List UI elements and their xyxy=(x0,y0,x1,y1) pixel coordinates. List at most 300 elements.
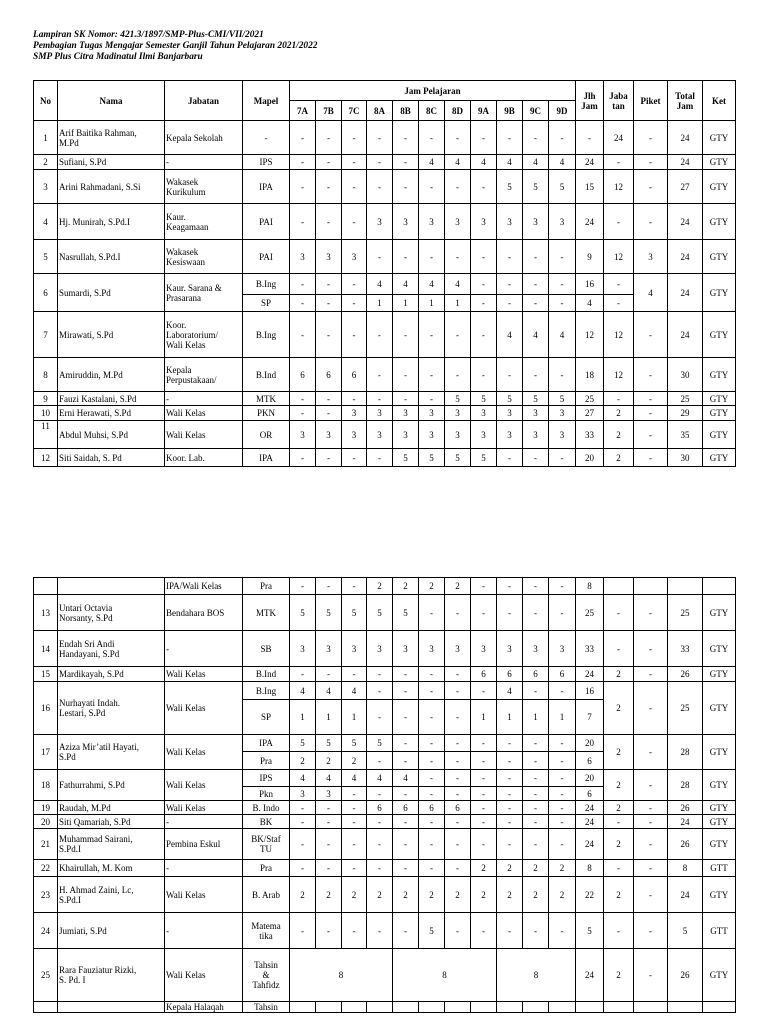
hours-9d: - xyxy=(549,358,576,392)
total-teaching-hours xyxy=(576,1002,604,1013)
teacher-no: 4 xyxy=(34,204,58,240)
hours-7b: - xyxy=(316,204,342,240)
hours-8c: 5 xyxy=(419,449,445,467)
total-teaching-hours: 27 xyxy=(576,406,604,421)
hours-9a: - xyxy=(471,770,497,787)
hours-8c: 5 xyxy=(419,913,445,949)
hours-7c: 5 xyxy=(342,595,367,631)
subject: PAI xyxy=(243,240,290,274)
hours-9d: - xyxy=(549,595,576,631)
hours-9d: - xyxy=(549,829,576,860)
teaching-assignment-table-1 xyxy=(33,80,736,467)
teacher-name: Siti Saidah, S. Pd xyxy=(58,449,165,467)
hours-7c: - xyxy=(342,667,367,682)
hours-8d: - xyxy=(445,358,471,392)
teacher-position: Wakasek Kurikulum xyxy=(165,170,243,204)
col-header-class-7c: 7C xyxy=(342,101,367,121)
hours-8a: - xyxy=(367,170,393,204)
hours-7a: - xyxy=(290,815,316,829)
hours-8b: 4 xyxy=(393,770,419,787)
hours-9c: 3 xyxy=(523,406,549,421)
hours-7b: 4 xyxy=(316,682,342,700)
grouped-hours: 8 xyxy=(497,949,576,1002)
total-hours: 24 xyxy=(668,204,703,240)
position-hours: - xyxy=(604,631,634,667)
subject: PKN xyxy=(243,406,290,421)
employment-status: GTY xyxy=(703,170,736,204)
teacher-name: Arif Baitika Rahman, M.Pd xyxy=(58,121,165,155)
grouped-hours: 8 xyxy=(290,949,393,1002)
hours-8c: - xyxy=(419,358,445,392)
hours-9b: 3 xyxy=(497,421,523,449)
hours-7c: 3 xyxy=(342,421,367,449)
col-header-class-7a: 7A xyxy=(290,101,316,121)
duty-hours: 4 xyxy=(634,274,668,312)
teacher-name: Siti Qamariah, S.Pd xyxy=(58,815,165,829)
total-hours: 24 xyxy=(668,877,703,913)
position-hours: - xyxy=(604,274,634,295)
duty-hours: - xyxy=(634,829,668,860)
hours-8a: - xyxy=(367,787,393,801)
total-teaching-hours: 9 xyxy=(576,240,604,274)
hours-7c: - xyxy=(342,312,367,358)
hours-8a: 3 xyxy=(367,421,393,449)
hours-9c: - xyxy=(523,449,549,467)
hours-9a: 3 xyxy=(471,204,497,240)
hours-9c: - xyxy=(523,735,549,752)
duty-hours: - xyxy=(634,877,668,913)
col-header-class-7b: 7B xyxy=(316,101,342,121)
hours-9c: - xyxy=(523,578,549,595)
hours-8d: - xyxy=(445,312,471,358)
teacher-position: Kaur. Keagamaan xyxy=(165,204,243,240)
hours-9b: 4 xyxy=(497,312,523,358)
teacher-position: Kepala Halaqah xyxy=(165,1002,243,1013)
total-hours: 28 xyxy=(668,770,703,801)
hours-8c: 3 xyxy=(419,631,445,667)
hours-8b: - xyxy=(393,240,419,274)
hours-8b: - xyxy=(393,860,419,877)
hours-7b: 4 xyxy=(316,770,342,787)
hours-9a: - xyxy=(471,274,497,295)
hours-9d xyxy=(549,1002,576,1013)
duty-hours: - xyxy=(634,421,668,449)
subject: SP xyxy=(243,295,290,312)
hours-8b: - xyxy=(393,829,419,860)
teacher-position: Wali Kelas xyxy=(165,406,243,421)
subject: MTK xyxy=(243,392,290,406)
hours-7a: - xyxy=(290,392,316,406)
teacher-no: 1 xyxy=(34,121,58,155)
total-teaching-hours: 22 xyxy=(576,877,604,913)
table-row xyxy=(34,121,736,155)
hours-8a: 3 xyxy=(367,204,393,240)
hours-9b: - xyxy=(497,801,523,815)
total-hours xyxy=(668,1002,703,1013)
total-teaching-hours: 24 xyxy=(576,829,604,860)
hours-8c: - xyxy=(419,735,445,752)
hours-9d: 4 xyxy=(549,155,576,170)
employment-status: GTY xyxy=(703,801,736,815)
hours-8c: 6 xyxy=(419,801,445,815)
total-hours: 28 xyxy=(668,735,703,770)
hours-8d: 5 xyxy=(445,449,471,467)
hours-8d: - xyxy=(445,700,471,735)
hours-7c: 3 xyxy=(342,240,367,274)
col-header-class-9d: 9D xyxy=(549,101,576,121)
hours-7a: - xyxy=(290,204,316,240)
hours-8d: 3 xyxy=(445,421,471,449)
total-hours: 26 xyxy=(668,667,703,682)
teacher-no: 21 xyxy=(34,829,58,860)
table-row xyxy=(34,1002,736,1013)
hours-9c: - xyxy=(523,682,549,700)
duty-hours: - xyxy=(634,170,668,204)
duty-hours: - xyxy=(634,860,668,877)
hours-9b: - xyxy=(497,449,523,467)
hours-8d: - xyxy=(445,595,471,631)
hours-7b: 3 xyxy=(316,631,342,667)
hours-9b: 6 xyxy=(497,667,523,682)
hours-8d: 3 xyxy=(445,204,471,240)
hours-8c: - xyxy=(419,312,445,358)
total-hours: 26 xyxy=(668,829,703,860)
hours-8d: - xyxy=(445,170,471,204)
hours-9d: - xyxy=(549,735,576,752)
hours-7a: - xyxy=(290,829,316,860)
teacher-position: Kaur. Sarana & Prasarana xyxy=(165,274,243,312)
hours-8b: 3 xyxy=(393,421,419,449)
subject: B.Ind xyxy=(243,358,290,392)
total-teaching-hours: 33 xyxy=(576,421,604,449)
hours-8b: - xyxy=(393,170,419,204)
hours-9b: 4 xyxy=(497,155,523,170)
teacher-position: - xyxy=(165,392,243,406)
employment-status: GTY xyxy=(703,392,736,406)
hours-8d: - xyxy=(445,682,471,700)
total-hours: 8 xyxy=(668,860,703,877)
hours-7c: 2 xyxy=(342,877,367,913)
teacher-name: Untari Octavia Norsanty, S.Pd xyxy=(58,595,165,631)
position-hours: 2 xyxy=(604,949,634,1002)
total-teaching-hours: 24 xyxy=(576,667,604,682)
hours-7a: - xyxy=(290,295,316,312)
hours-9a: 2 xyxy=(471,860,497,877)
hours-9d: - xyxy=(549,815,576,829)
hours-7a: - xyxy=(290,860,316,877)
hours-8b: - xyxy=(393,121,419,155)
teacher-no: 11 xyxy=(34,421,58,449)
hours-8c: - xyxy=(419,860,445,877)
teacher-no: 14 xyxy=(34,631,58,667)
hours-7a xyxy=(290,1002,316,1013)
hours-9a: - xyxy=(471,682,497,700)
subject: SB xyxy=(243,631,290,667)
teacher-position: Kepala Perpustakaan/ xyxy=(165,358,243,392)
hours-8c: 4 xyxy=(419,274,445,295)
hours-8a: 4 xyxy=(367,274,393,295)
teacher-position: - xyxy=(165,913,243,949)
hours-9d: - xyxy=(549,295,576,312)
hours-8d: 3 xyxy=(445,631,471,667)
hours-7a: - xyxy=(290,449,316,467)
hours-8a: - xyxy=(367,860,393,877)
subject: OR xyxy=(243,421,290,449)
table-row xyxy=(34,578,736,595)
hours-9a: - xyxy=(471,295,497,312)
hours-7a: 5 xyxy=(290,595,316,631)
total-teaching-hours: 15 xyxy=(576,170,604,204)
hours-9c: - xyxy=(523,121,549,155)
total-teaching-hours: 4 xyxy=(576,295,604,312)
duty-hours: - xyxy=(634,312,668,358)
hours-9a: - xyxy=(471,815,497,829)
grouped-hours: 8 xyxy=(393,949,497,1002)
hours-7b: - xyxy=(316,295,342,312)
employment-status: GTY xyxy=(703,877,736,913)
hours-7b: - xyxy=(316,449,342,467)
hours-7b xyxy=(316,1002,342,1013)
total-teaching-hours: 33 xyxy=(576,631,604,667)
position-hours: 2 xyxy=(604,877,634,913)
hours-9d: 4 xyxy=(549,312,576,358)
hours-7b: - xyxy=(316,860,342,877)
teacher-position: Wali Kelas xyxy=(165,421,243,449)
hours-8b: - xyxy=(393,700,419,735)
hours-8c xyxy=(419,1002,445,1013)
hours-7c: - xyxy=(342,578,367,595)
total-teaching-hours: 20 xyxy=(576,735,604,752)
position-hours: 2 xyxy=(604,406,634,421)
table-row xyxy=(34,358,736,392)
hours-8a: 3 xyxy=(367,406,393,421)
hours-9c: - xyxy=(523,358,549,392)
hours-9c: 6 xyxy=(523,667,549,682)
hours-7a: - xyxy=(290,155,316,170)
hours-9d: - xyxy=(549,770,576,787)
hours-9a: - xyxy=(471,240,497,274)
hours-9a: 3 xyxy=(471,421,497,449)
total-hours: 35 xyxy=(668,421,703,449)
hours-7c: - xyxy=(342,170,367,204)
total-hours: 24 xyxy=(668,240,703,274)
hours-8c: 3 xyxy=(419,406,445,421)
hours-9b: - xyxy=(497,358,523,392)
duty-hours: 3 xyxy=(634,240,668,274)
col-header-class-9c: 9C xyxy=(523,101,549,121)
teacher-name: Hj. Munirah, S.Pd.I xyxy=(58,204,165,240)
hours-9d: - xyxy=(549,913,576,949)
hours-8a: 6 xyxy=(367,801,393,815)
col-header-jabatan: Jabatan xyxy=(165,81,243,121)
hours-7c: 1 xyxy=(342,700,367,735)
hours-9a: - xyxy=(471,121,497,155)
hours-7c xyxy=(342,1002,367,1013)
hours-8a: 3 xyxy=(367,631,393,667)
hours-8b: 2 xyxy=(393,877,419,913)
hours-8d: 2 xyxy=(445,877,471,913)
teacher-no: 22 xyxy=(34,860,58,877)
teacher-position: Wali Kelas xyxy=(165,770,243,801)
table-row xyxy=(34,312,736,358)
teacher-name: Arini Rahmadani, S.Si xyxy=(58,170,165,204)
hours-9b: 3 xyxy=(497,631,523,667)
hours-8c: - xyxy=(419,170,445,204)
hours-8c: 2 xyxy=(419,877,445,913)
table-row xyxy=(34,735,736,752)
total-hours: 25 xyxy=(668,392,703,406)
hours-9b: - xyxy=(497,913,523,949)
teacher-name: Nurhayati Indah. Lestari, S.Pd xyxy=(58,682,165,735)
hours-8d: - xyxy=(445,735,471,752)
hours-7c: 2 xyxy=(342,752,367,770)
hours-7c: - xyxy=(342,392,367,406)
col-header-mapel: Mapel xyxy=(243,81,290,121)
col-header-jam-pelajaran: Jam Pelajaran xyxy=(290,81,576,101)
teacher-no: 12 xyxy=(34,449,58,467)
hours-9a: - xyxy=(471,829,497,860)
hours-8c: - xyxy=(419,682,445,700)
hours-9c: - xyxy=(523,829,549,860)
duty-hours: - xyxy=(634,667,668,682)
duty-hours: - xyxy=(634,949,668,1002)
hours-8c: - xyxy=(419,667,445,682)
subject: Tahsin & Tahfidz xyxy=(243,949,290,1002)
hours-9a: 6 xyxy=(471,667,497,682)
teacher-no: 20 xyxy=(34,815,58,829)
teacher-no: 23 xyxy=(34,877,58,913)
hours-9c: 5 xyxy=(523,392,549,406)
subject: PAI xyxy=(243,204,290,240)
subject: B.Ing xyxy=(243,682,290,700)
hours-9a: - xyxy=(471,801,497,815)
hours-8c: 2 xyxy=(419,578,445,595)
position-hours: 12 xyxy=(604,312,634,358)
subject: IPA xyxy=(243,170,290,204)
teacher-position: Wali Kelas xyxy=(165,949,243,1002)
hours-8b: - xyxy=(393,392,419,406)
total-teaching-hours: 5 xyxy=(576,913,604,949)
hours-8a: - xyxy=(367,312,393,358)
hours-9d: 5 xyxy=(549,170,576,204)
teacher-position: Wali Kelas xyxy=(165,801,243,815)
hours-9a: - xyxy=(471,595,497,631)
teacher-no: 15 xyxy=(34,667,58,682)
hours-9a: - xyxy=(471,578,497,595)
employment-status xyxy=(703,578,736,595)
hours-8b: 6 xyxy=(393,801,419,815)
hours-7b: 1 xyxy=(316,700,342,735)
hours-8c: - xyxy=(419,770,445,787)
hours-8d: 3 xyxy=(445,406,471,421)
total-teaching-hours: 20 xyxy=(576,449,604,467)
hours-8d: - xyxy=(445,752,471,770)
hours-7a: - xyxy=(290,312,316,358)
hours-7b: - xyxy=(316,801,342,815)
hours-9c: - xyxy=(523,752,549,770)
employment-status: GTY xyxy=(703,815,736,829)
subject: SP xyxy=(243,700,290,735)
hours-7b: 2 xyxy=(316,752,342,770)
subject: B.Ing xyxy=(243,312,290,358)
teacher-name: Rara Fauziatur Rizki, S. Pd. I xyxy=(58,949,165,1002)
table-row xyxy=(34,913,736,949)
hours-8a: - xyxy=(367,752,393,770)
employment-status: GTY xyxy=(703,204,736,240)
employment-status: GTY xyxy=(703,735,736,770)
teacher-name xyxy=(58,578,165,595)
hours-9c: - xyxy=(523,787,549,801)
hours-9c: 4 xyxy=(523,155,549,170)
teacher-position: Koor. Lab. xyxy=(165,449,243,467)
teacher-name: Aziza Mir’atil Hayati, S.Pd xyxy=(58,735,165,770)
hours-9c: 2 xyxy=(523,877,549,913)
hours-7c: - xyxy=(342,801,367,815)
teacher-position: - xyxy=(165,631,243,667)
hours-9c: 4 xyxy=(523,312,549,358)
subject: B. Indo xyxy=(243,801,290,815)
table-row xyxy=(34,770,736,787)
hours-8a: - xyxy=(367,240,393,274)
hours-9d: - xyxy=(549,752,576,770)
hours-7b: - xyxy=(316,121,342,155)
hours-9b: - xyxy=(497,829,523,860)
teacher-no: 2 xyxy=(34,155,58,170)
hours-7b: 3 xyxy=(316,787,342,801)
teacher-name: Mardikayah, S.Pd xyxy=(58,667,165,682)
total-hours xyxy=(668,578,703,595)
teacher-no: 6 xyxy=(34,274,58,312)
hours-7a: - xyxy=(290,170,316,204)
hours-8b: - xyxy=(393,752,419,770)
teacher-position: Kepala Sekolah xyxy=(165,121,243,155)
hours-8d: - xyxy=(445,860,471,877)
hours-8c: 4 xyxy=(419,155,445,170)
teacher-position: Wakasek Kesiswaan xyxy=(165,240,243,274)
col-header-jlh-jam: Jlh Jam xyxy=(576,81,604,121)
hours-7b: 6 xyxy=(316,358,342,392)
employment-status: GTY xyxy=(703,682,736,735)
table-row xyxy=(34,595,736,631)
hours-7a: - xyxy=(290,406,316,421)
hours-9b: - xyxy=(497,121,523,155)
hours-7c: - xyxy=(342,204,367,240)
duty-hours: - xyxy=(634,392,668,406)
hours-9c: - xyxy=(523,913,549,949)
hours-9c: - xyxy=(523,595,549,631)
hours-9a: - xyxy=(471,312,497,358)
hours-9a: - xyxy=(471,752,497,770)
hours-8b: - xyxy=(393,787,419,801)
hours-8c: - xyxy=(419,240,445,274)
hours-8c: 3 xyxy=(419,421,445,449)
total-teaching-hours: 20 xyxy=(576,770,604,787)
subject: B. Arab xyxy=(243,877,290,913)
hours-7c: - xyxy=(342,121,367,155)
hours-9d: - xyxy=(549,787,576,801)
document-header xyxy=(33,30,318,63)
hours-9a: 4 xyxy=(471,155,497,170)
total-teaching-hours: 6 xyxy=(576,787,604,801)
total-teaching-hours: 8 xyxy=(576,860,604,877)
subject: Pra xyxy=(243,860,290,877)
hours-8d: - xyxy=(445,240,471,274)
hours-9b: - xyxy=(497,578,523,595)
hours-8b: 4 xyxy=(393,274,419,295)
table-row xyxy=(34,406,736,421)
hours-7c: - xyxy=(342,274,367,295)
hours-7c: - xyxy=(342,815,367,829)
